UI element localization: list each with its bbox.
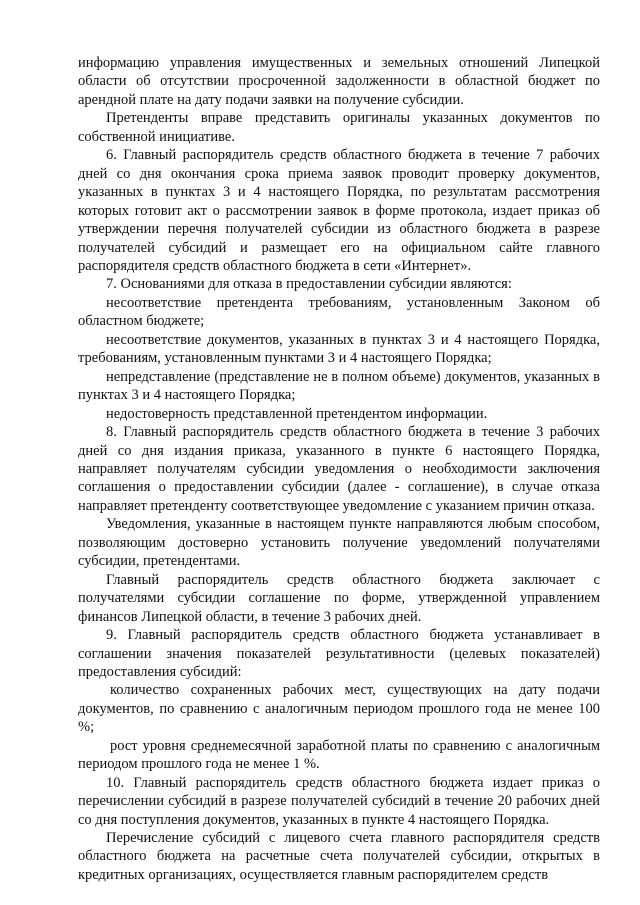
paragraph-indicator-jobs: количество сохраненных рабочих мест, существующих на дату подачи документов, по сравнению с аналогичным периодом прошлого года не менее 100 %; [78, 682, 600, 736]
paragraph-transfer: Перечисление субсидий с лицевого счета главного распорядителя средств областного бюджета на расчетные счета получателей субсидии, открытых в кредитных организациях, осуществляется главным распорядителем средств [78, 830, 600, 883]
paragraph-clause-6: 6. Главный распорядитель средств областного бюджета в течение 7 рабочих дней со дня окончания срока приема заявок проводит проверку документов, указанных в пунктах 3 и 4 настоящего Порядка, по результатам рассмотрения которых готовит акт о рассмотрении заявок в форме протокола, издает приказ об утверждении перечня получателей субсидии из областного бюджета в разрезе получателей субсидий и размещает его на официальном сайте главного распорядителя средств областного бюджета в сети «Интернет». [78, 147, 600, 274]
paragraph-refusal-ground-4: недостоверность представленной претендентом информации. [106, 405, 488, 422]
paragraph-refusal-ground-3: непредставление (представление не в полном объеме) документов, указанных в пунктах 3 и 4 настоящего Порядка; [78, 368, 600, 404]
paragraph-clause-8: 8. Главный распорядитель средств областного бюджета в течение 3 рабочих дней со дня издания приказа, указанного в пункте 6 настоящего Порядка, направляет получателям субсидии уведомления о необходимости заключения соглашения о предоставлении субсидии (далее - соглашение), в случае отказа направляет претенденту соответствующее уведомление с указанием причин отказа. [78, 424, 600, 514]
paragraph-clause-10: 10. Главный распорядитель средств областного бюджета издает приказ о перечислении субсидий в разрезе получателей субсидий в течение 20 рабочих дней со дня поступления документов, указанных в пункте 4 настоящего Порядка. [78, 774, 600, 828]
paragraph-refusal-ground-1: несоответствие претендента требованиям, установленным Законом об областном бюджете; [78, 294, 600, 330]
document-page [78, 54, 600, 884]
paragraph-agreement: Главный распорядитель средств областного бюджета заключает с получателями субсидии соглашение по форме, утвержденной управлением финансов Липецкой области, в течение 3 рабочих дней. [78, 571, 600, 625]
paragraph-clause-9: 9. Главный распорядитель средств областного бюджета устанавливает в соглашении значения показателей результативности (целевых показателей) предоставления субсидий: [78, 627, 600, 680]
paragraph-pretendenty-vprave: Претенденты вправе представить оригиналы указанных документов по собственной инициативе. [78, 110, 600, 145]
paragraph-zemelnye-otnosheniya: информацию управления имущественных и земельных отношений Липецкой области об отсутствии просроченной задолженности в областной бюджет по арендной плате на дату подачи заявки на получение субсидии. [78, 55, 600, 108]
paragraph-clause-7: 7. Основаниями для отказа в предоставлении субсидии являются: [106, 276, 512, 293]
paragraph-indicator-wages: рост уровня среднемесячной заработной платы по сравнению с аналогичным периодом прошлого года не менее 1 %. [78, 737, 600, 773]
paragraph-refusal-ground-2: несоответствие документов, указанных в пунктах 3 и 4 настоящего Порядка, требованиям, установленным пунктами 3 и 4 настоящего Порядка; [78, 331, 600, 367]
paragraph-notifications: Уведомления, указанные в настоящем пункте направляются любым способом, позволяющим достоверно установить получение уведомлений получателями субсидии, претендентами. [78, 516, 600, 570]
